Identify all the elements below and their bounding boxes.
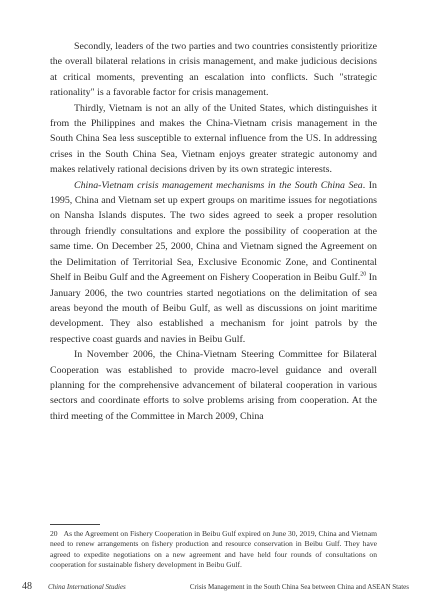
footnote <box>50 529 377 571</box>
paragraph-3-text-a: . In 1995, China and Vietnam set up expert groups on maritime issues for negotiations on Nansha Islands disputes. The two sides agreed to seek a proper resolution through friendly consultations and explore the possibility of cooperation at the same time. On December 25, 2000, China and Vietnam signed the Agreement on the Delimitation of Territorial Sea, Exclusive Economic Zone, and Continental Shelf in Beibu Gulf and the Agreement on Fishery Cooperation in Beibu Gulf. <box>50 179 377 284</box>
journal-title: China International Studies <box>48 583 126 591</box>
footnote-divider <box>50 524 100 525</box>
paragraph-3-text-b: In January 2006, the two countries started negotiations on the delimitation of sea areas beyond the mouth of Beibu Gulf, as well as discussions on joint maritime development. They also established a mechanism for joint patrols by the respective coast guards and navies in Beibu Gulf. <box>50 272 377 345</box>
paragraph-2: Thirdly, Vietnam is not an ally of the United States, which distinguishes it from the Philippines and makes the China-Vietnam crisis management in the South China Sea less susceptible to external influence from the US. In addressing crises in the South China Sea, Vietnam enjoys greater strategic autonomy and makes relatively rational decisions driven by its own strategic interests. <box>50 102 377 176</box>
running-title: Crisis Management in the South China Sea between China and ASEAN States <box>189 583 409 591</box>
footnote-text: As the Agreement on Fishery Cooperation in Beibu Gulf expired on June 30, 2019, China and Vietnam need to renew arrangements on fishery production and resource conservation in Beibu Gulf. They have agreed to expedite negotiations on a new agreement and have held four rounds of consultations on cooperation for sustainable fishery development in Beibu Gulf. <box>50 529 377 570</box>
paragraph-4: In November 2006, the China-Vietnam Steering Committee for Bilateral Cooperation was established to provide macro-level guidance and overall planning for the comprehensive advancement of bilateral cooperation in various sectors and coordinate efforts to solve problems arising from cooperation. At the third meeting of the Committee in March 2009, China <box>50 349 377 422</box>
body-text <box>50 39 377 424</box>
footnote-reference[interactable]: 20 <box>360 271 367 278</box>
paragraph-1: Secondly, leaders of the two parties and two countries consistently prioritize the overall bilateral relations in crisis management, and make judicious decisions at critical moments, preventing an escalation into conflicts. Such "strategic rationality" is a favorable factor for crisis management. <box>50 41 377 99</box>
page-number: 48 <box>22 581 32 592</box>
page-footer <box>0 581 427 595</box>
paragraph-3 <box>50 178 377 347</box>
footnote-number: 20 <box>50 529 58 538</box>
section-heading: China-Vietnam crisis management mechanisms in the South China Sea <box>74 179 363 191</box>
